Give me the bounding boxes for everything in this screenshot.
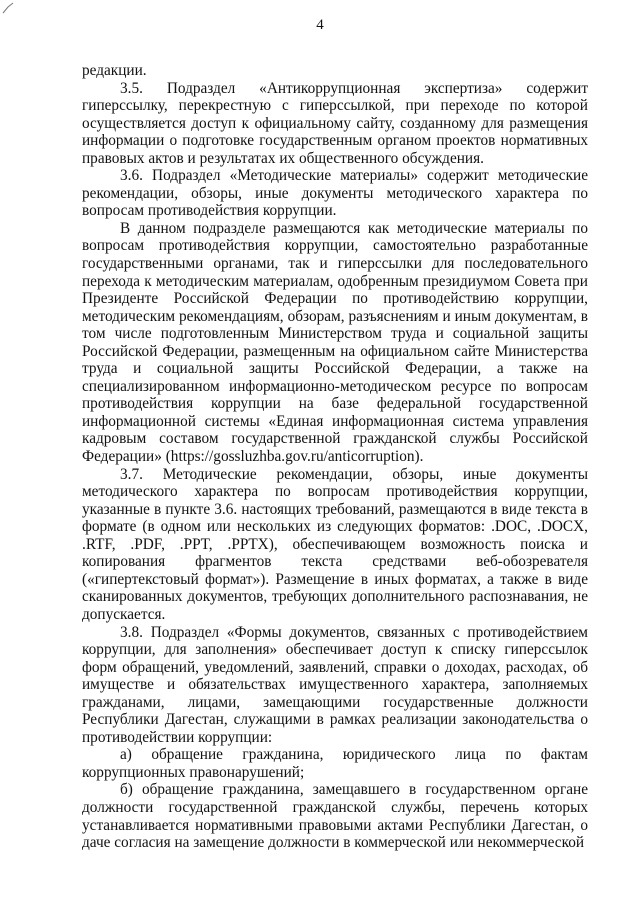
paragraph-3-7: 3.7. Методические рекомендации, обзоры, иные документы методического характера по вопросам противодействия коррупции, указанные в пункте 3.6. настоящих требований, размещаются в виде текста в формате (в одном или нескольких из следующих форматов: .DOC, .DOCX, .RTF, .PDF, .PPT, .PPTX), обеспечивающем возможность поиска и копирования фрагментов текста средствами веб-обозревателя («гипертекстовый формат»). Размещение в иных форматах, а также в виде сканированных документов, требующих дополнительного распознавания, не допускается. [82, 465, 588, 623]
scan-corner-mark [2, 2, 14, 14]
paragraph-continuation: редакции. [82, 62, 147, 79]
page-number: 4 [316, 17, 324, 33]
paragraph-3-5: 3.5. Подраздел «Антикоррупционная экспертиза» содержит гиперссылку, перекрестную с гиперссылкой, при переходе по которой осуществляется доступ к официальному сайту, созданному для размещения информации о подготовке государственным органом проектов нормативных правовых актов и результатах их общественного обсуждения. [82, 79, 588, 167]
list-item-a: а) обращение гражданина, юридического лица по фактам коррупционных правонарушений; [82, 746, 588, 781]
document-body [82, 62, 588, 852]
paragraph-3-8: 3.8. Подраздел «Формы документов, связанных с противодействием коррупции, для заполнения» обеспечивает доступ к списку гиперссылок форм обращений, уведомлений, заявлений, справки о доходах, расходах, об имуществе и обязательствах имущественного характера, заполняемых гражданами, лицами, замещающими государственные должности Республики Дагестан, служащими в рамках реализации законодательства о противодействии коррупции: [82, 623, 588, 746]
list-item-b: б) обращение гражданина, замещавшего в государственном органе должности государственной гражданской службы, перечень которых устанавливается нормативными правовыми актами Республики Дагестан, о даче согласия на замещение должности в коммерческой или некоммерческой [82, 781, 588, 852]
paragraph-3-6-detail: В данном подразделе размещаются как методические материалы по вопросам противодействия коррупции, самостоятельно разработанные государственными органами, так и гиперссылки для последовательного перехода к методическим материалам, одобренным президиумом Совета при Президенте Российской Федерации по противодействию коррупции, методическим рекомендациям, обзорам, разъяснениям и иным документам, в том числе подготовленным Министерством труда и социальной защиты Российской Федерации, размещенным на официальном сайте Министерства труда и социальной защиты Российской Федерации, а также на специализированном информационно-методическом ресурсе по вопросам противодействия коррупции на базе федеральной государственной информационной системы «Единая информационная система управления кадровым составом государственной гражданской службы Российской Федерации» (https://gossluzhba.gov.ru/anticorruption). [82, 219, 588, 466]
paragraph-3-6: 3.6. Подраздел «Методические материалы» содержит методические рекомендации, обзоры, иные документы методического характера по вопросам противодействия коррупции. [82, 167, 588, 220]
